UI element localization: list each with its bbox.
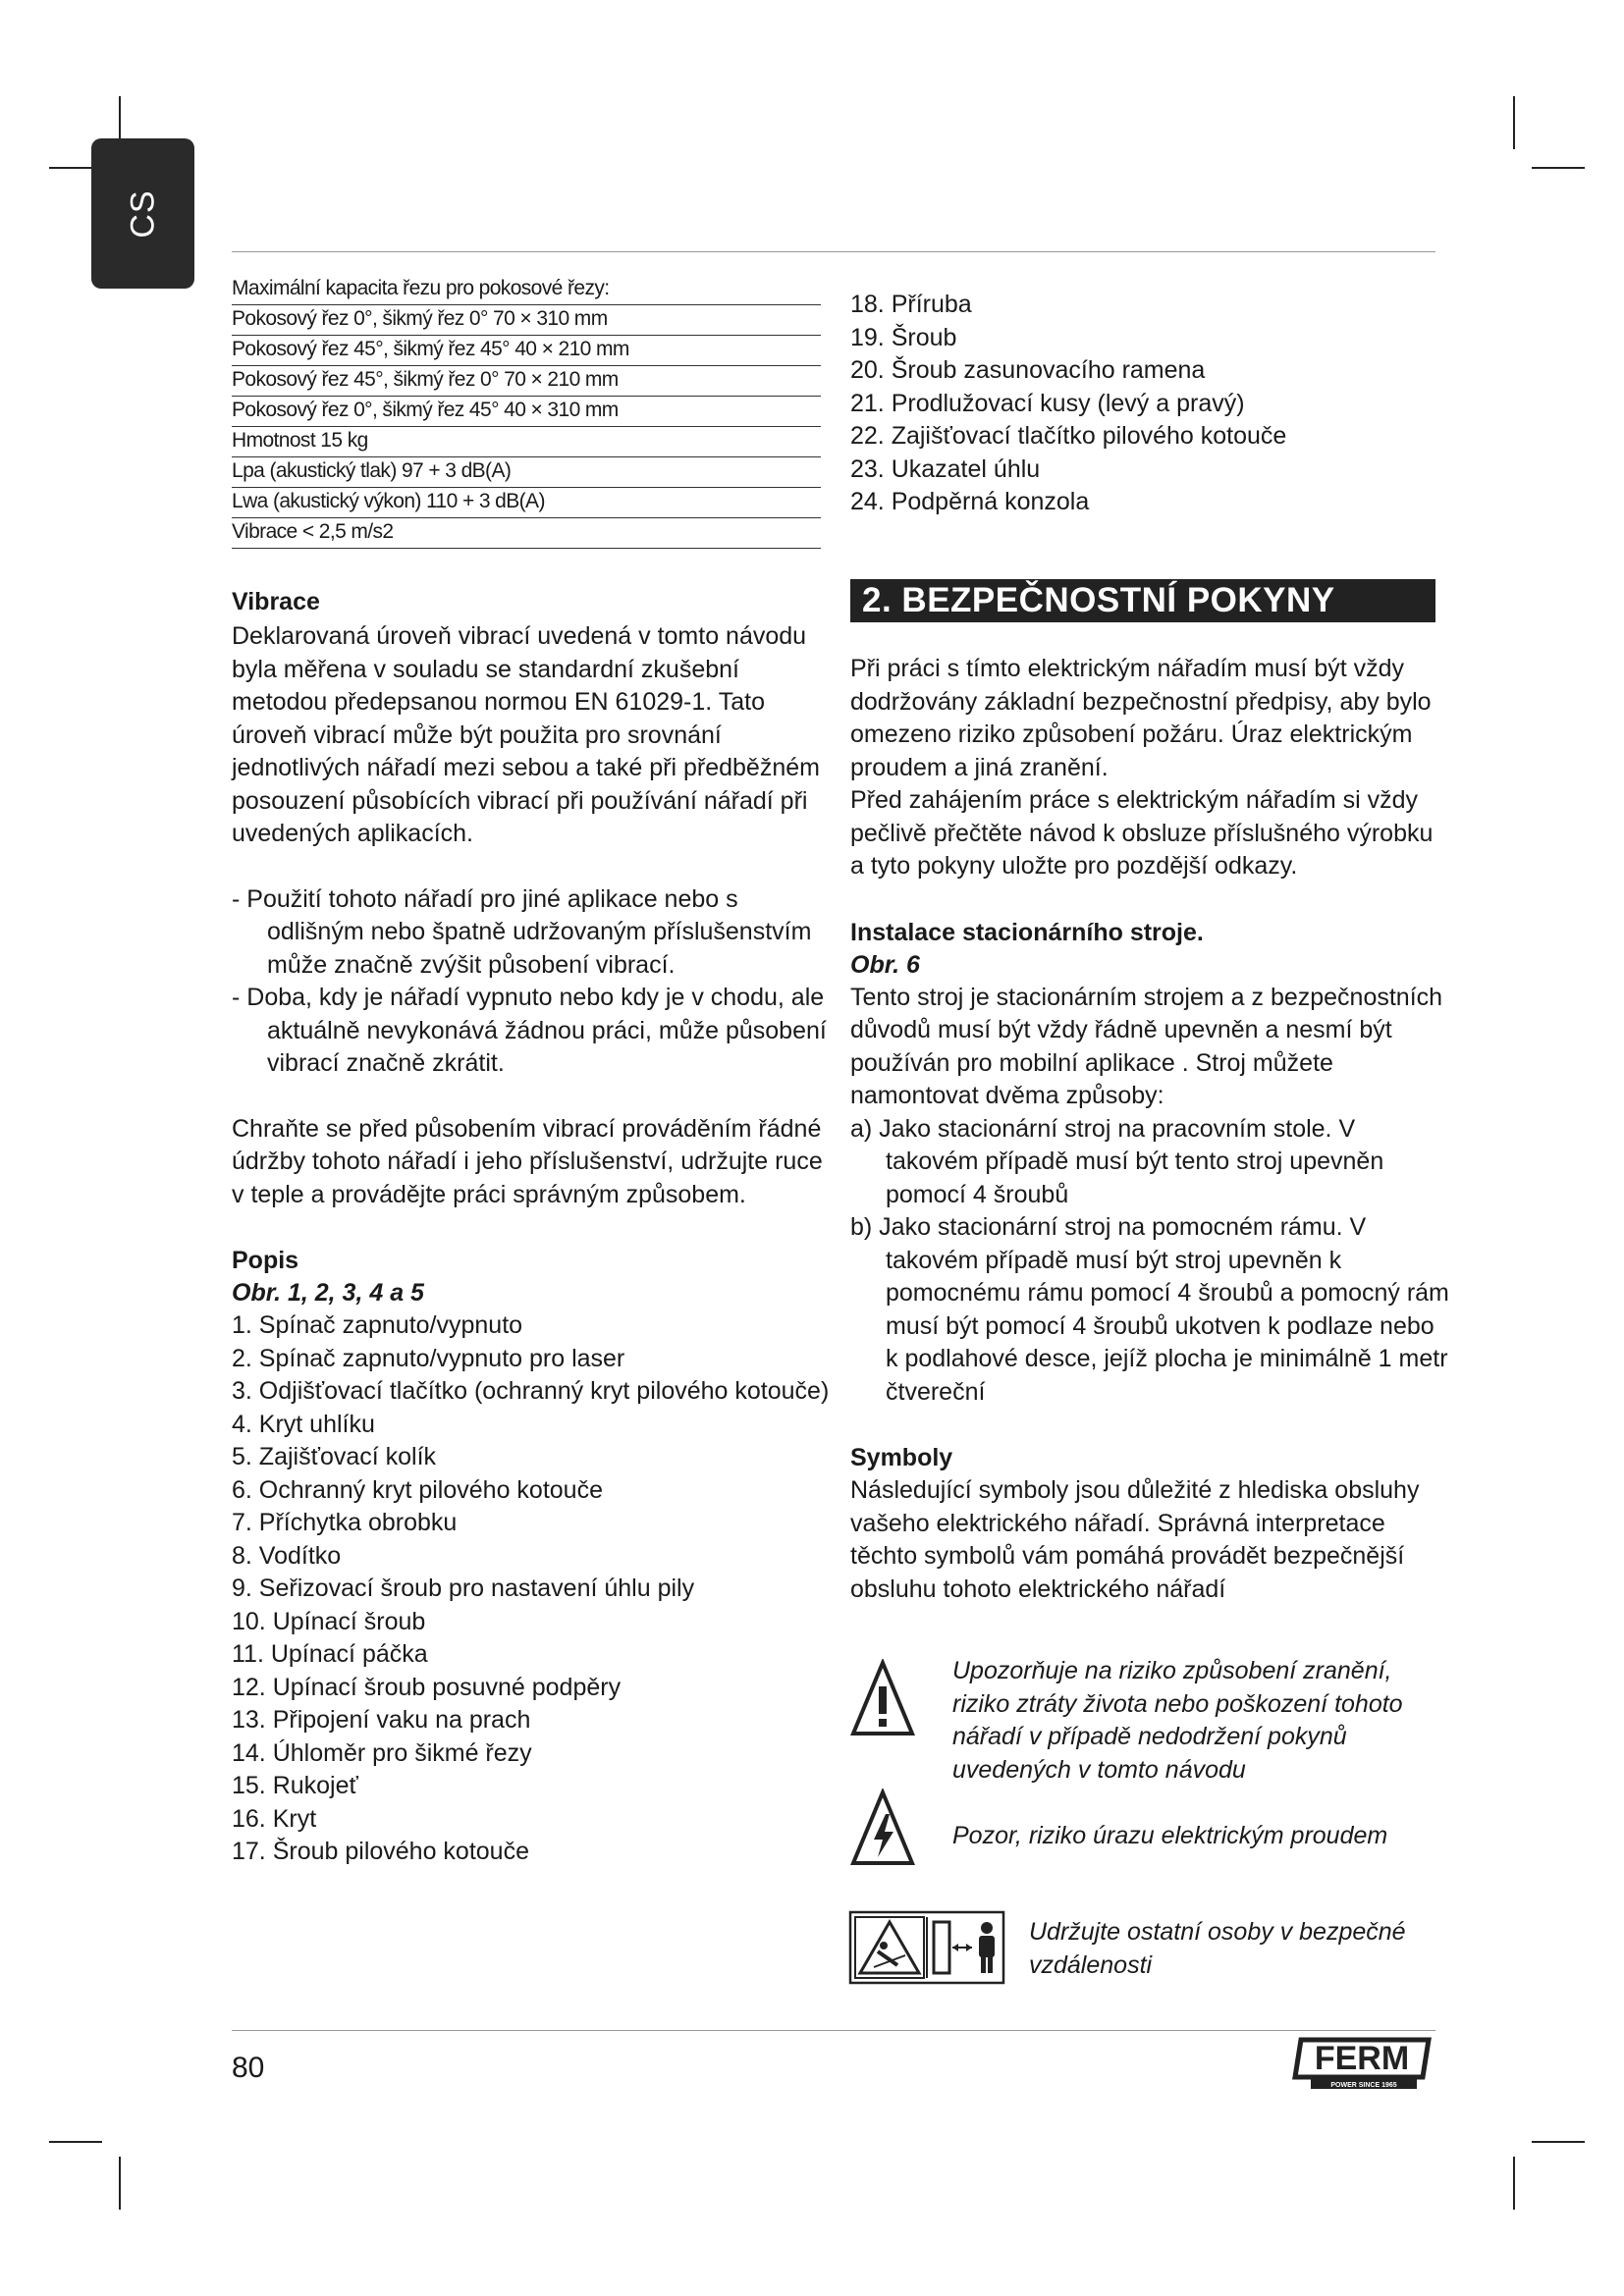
install-figure-ref: Obr. 6 — [850, 950, 920, 979]
footer-rule — [232, 2030, 1435, 2031]
install-option: b) Jako stacionární stroj na pomocném rámu. V takovém případě musí být stroj upevněn k pomocnému rámu pomocí 4 šroubů a pomocný rám musí být pomocí 4 šroubů ukotven k podlaze nebo k podlahové desce, jejíž plocha je minimálně 1 metr čtvereční — [850, 1213, 1449, 1406]
install-option: a) Jako stacionární stroj na pracovním stole. V takovém případě musí být tento stroj upevněn pomocí 4 šroubů — [850, 1114, 1384, 1208]
list-item: 18. Příruba — [850, 291, 972, 318]
spec-row: Pokosový řez 0°, šikmý řez 0° 70 × 310 mm — [232, 305, 821, 336]
spec-row: Pokosový řez 45°, šikmý řez 0° 70 × 210 mm — [232, 366, 821, 397]
header-rule — [232, 251, 1435, 252]
spec-row: Vibrace < 2,5 m/s2 — [232, 518, 821, 549]
spec-row: Hmotnost 15 kg — [232, 427, 821, 457]
language-code: CS — [124, 188, 161, 239]
install-heading: Instalace stacionárního stroje. — [850, 918, 1204, 946]
keep-distance-icon — [848, 1910, 1005, 1985]
list-item: 23. Ukazatel úhlu — [850, 454, 1041, 483]
spec-row: Maximální kapacita řezu pro pokosové řezy: — [232, 275, 821, 305]
list-item: 14. Úhloměr pro šikmé řezy — [232, 1738, 532, 1767]
ferm-logo — [1291, 2032, 1435, 2093]
parts-list — [232, 1309, 831, 1869]
list-item: 9. Seřizovací šroub pro nastavení úhlu pily — [232, 1575, 695, 1602]
crop-mark — [49, 2141, 102, 2143]
electric-shock-icon — [850, 1789, 915, 1867]
symbol-shock-text: Pozor, riziko úrazu elektrickým proudem — [952, 1822, 1388, 1849]
left-column — [232, 586, 831, 1869]
list-item: 10. Upínací šroub — [232, 1607, 426, 1635]
spec-row: Pokosový řez 45°, šikmý řez 45° 40 × 210 mm — [232, 336, 821, 366]
popis-figure-ref: Obr. 1, 2, 3, 4 a 5 — [232, 1279, 424, 1307]
list-item: 22. Zajišťovací tlačítko pilového kotouče — [850, 422, 1287, 450]
vibrace-paragraph-2: Chraňte se před působením vibrací prováděním řádné údržby tohoto nářadí i jeho příslušenství, udržujte ruce v teple a provádějte práci správným způsobem. — [232, 1114, 823, 1208]
vibrace-paragraph: Deklarovaná úroveň vibrací uvedená v tomto návodu byla měřena v souladu se standardní zkušební metodou předepsanou normou EN 61029-1. Tato úroveň vibrací může být použita pro srovnání jednotlivých nářadí mezi sebou a také při předběžném posouzení působících vibrací při používání nářadí při uvedených aplikacích. — [232, 622, 820, 847]
list-item: 7. Příchytka obrobku — [232, 1509, 458, 1536]
spec-row: Lwa (akustický výkon) 110 + 3 dB(A) — [232, 488, 821, 518]
list-item: 2. Spínač zapnuto/vypnuto pro laser — [232, 1344, 625, 1372]
crop-mark — [1532, 2141, 1585, 2143]
list-item: 13. Připojení vaku na prach — [232, 1706, 531, 1734]
list-item: 8. Vodítko — [232, 1541, 342, 1570]
list-item: 21. Prodlužovací kusy (levý a pravý) — [850, 389, 1245, 417]
list-item: 16. Kryt — [232, 1804, 317, 1833]
safety-paragraph-2: Před zahájením práce s elektrickým nářadím si vždy pečlivě přečtěte návod k obsluze příslušného výrobku a tyto pokyny uložte pro pozdější odkazy. — [850, 786, 1434, 880]
spec-row: Lpa (akustický tlak) 97 + 3 dB(A) — [232, 457, 821, 488]
logo-subtext: POWER SINCE 1965 — [1330, 2082, 1397, 2089]
install-paragraph: Tento stroj je stacionárním strojem a z bezpečnostních důvodů musí být vždy řádně upevněn a nesmí být používán pro mobilní aplikace . Stroj můžete namontovat dvěma způsoby: — [850, 983, 1443, 1109]
crop-mark — [1513, 2157, 1515, 2210]
list-item: 3. Odjišťovací tlačítko (ochranný kryt pilového kotouče) — [232, 1377, 830, 1405]
crop-mark — [119, 2157, 121, 2210]
symbols-paragraph: Následující symboly jsou důležité z hlediska obsluhy vašeho elektrického nářadí. Správná interpretace těchto symbolů vám pomáhá provádět bezpečnější obsluhu tohoto elektrického nářadí — [850, 1476, 1420, 1603]
warning-icon — [850, 1659, 915, 1737]
crop-mark — [1513, 96, 1515, 149]
symbol-warning-text: Upozorňuje na riziko způsobení zranění, riziko ztráty života nebo poškození tohoto nářadí v případě nedodržení pokynů uvedených v tomto návodu — [952, 1657, 1403, 1784]
vibrace-bullet: - Použití tohoto nářadí pro jiné aplikace nebo s odlišným nebo špatně udržovaným příslušenstvím může značně zvýšit působení vibrací. — [232, 884, 812, 979]
list-item: 1. Spínač zapnuto/vypnuto — [232, 1311, 523, 1339]
vibrace-heading: Vibrace — [232, 588, 320, 615]
list-item: 24. Podpěrná konzola — [850, 488, 1090, 515]
section-title: 2. BEZPEČNOSTNÍ POKYNY — [850, 579, 1435, 622]
list-item: 5. Zajišťovací kolík — [232, 1443, 437, 1470]
list-item: 17. Šroub pilového kotouče — [232, 1838, 529, 1865]
list-item: 4. Kryt uhlíku — [232, 1410, 375, 1438]
vibrace-bullet: - Doba, kdy je nářadí vypnuto nebo kdy je v chodu, ale aktuálně nevykonává žádnou práci, může působení vibrací značně zkrátit. — [232, 984, 827, 1077]
language-tab — [91, 138, 194, 289]
symbols-heading: Symboly — [850, 1444, 953, 1471]
page-number: 80 — [232, 2052, 265, 2084]
list-item: 12. Upínací šroub posuvné podpěry — [232, 1673, 622, 1701]
crop-mark — [1532, 167, 1585, 169]
parts-list-continued — [850, 289, 1449, 519]
list-item: 19. Šroub — [850, 323, 957, 351]
safety-column — [850, 653, 1449, 1606]
list-item: 11. Upínací páčka — [232, 1640, 428, 1668]
popis-heading: Popis — [232, 1247, 299, 1274]
symbol-distance-text: Udržujte ostatní osoby v bezpečné vzdálenosti — [1029, 1918, 1406, 1979]
spec-row: Pokosový řez 0°, šikmý řez 45° 40 × 310 mm — [232, 397, 821, 427]
safety-paragraph: Při práci s tímto elektrickým nářadím musí být vždy dodržovány základní bezpečnostní předpisy, aby bylo omezeno riziko způsobení požáru. Úraz elektrickým proudem a jiná zranění. — [850, 655, 1432, 781]
list-item: 15. Rukojeť — [232, 1772, 358, 1799]
list-item: 20. Šroub zasunovacího ramena — [850, 356, 1206, 384]
logo-text: FERM — [1314, 2040, 1410, 2077]
list-item: 6. Ochranný kryt pilového kotouče — [232, 1475, 603, 1504]
spec-table — [232, 275, 821, 549]
